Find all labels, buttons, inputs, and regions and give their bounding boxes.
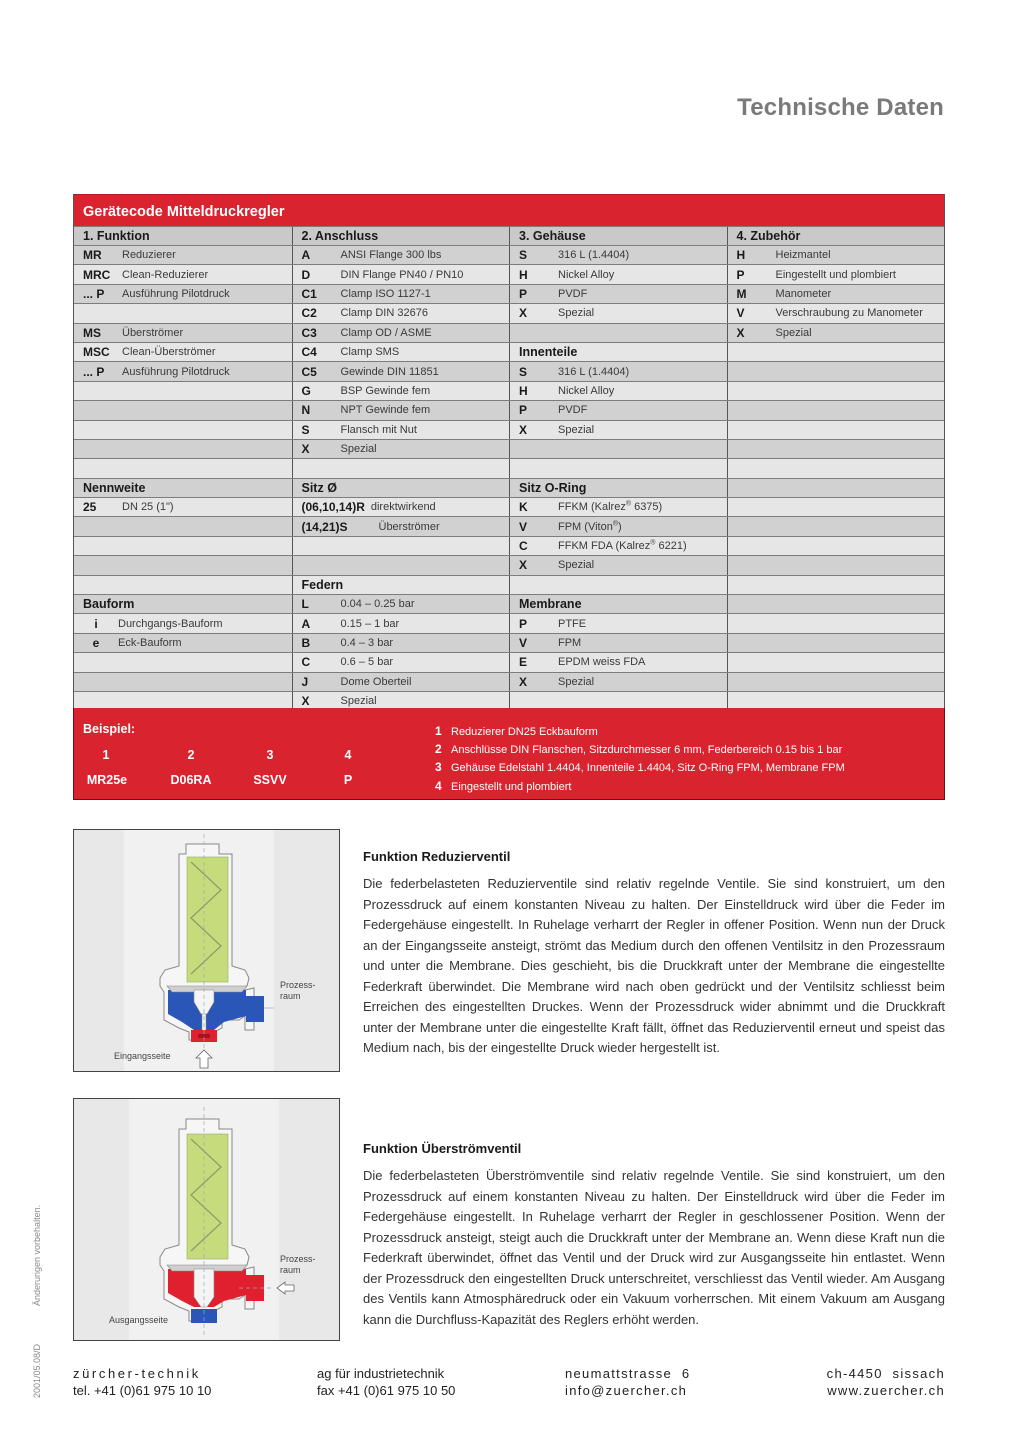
option-description: Clamp OD / ASME bbox=[340, 326, 432, 339]
group-heading: Sitz Ø bbox=[301, 480, 337, 495]
option-description: direktwirkend bbox=[370, 501, 436, 514]
option-description: Reduzierer bbox=[122, 249, 176, 262]
option-code: X bbox=[519, 422, 528, 437]
fax-number: fax +41 (0)61 975 10 50 bbox=[317, 1383, 456, 1398]
example-box bbox=[73, 708, 945, 800]
option-code: N bbox=[301, 403, 311, 418]
group-heading: Federn bbox=[301, 577, 344, 592]
table-cell bbox=[509, 362, 727, 380]
table-cell bbox=[727, 498, 945, 516]
table-cell bbox=[727, 324, 945, 342]
table-cell bbox=[727, 246, 945, 264]
footer-address bbox=[565, 1365, 690, 1399]
table-cell bbox=[74, 479, 292, 497]
process-chamber-label: Prozess- raum bbox=[280, 1254, 316, 1275]
section-reducer-function bbox=[363, 849, 945, 1059]
table-cell bbox=[292, 246, 510, 264]
option-code: P bbox=[519, 403, 528, 418]
table-row bbox=[74, 536, 944, 555]
option-code: 25 bbox=[83, 500, 97, 515]
section-title: Funktion Überströmventil bbox=[363, 1141, 522, 1156]
table-cell bbox=[509, 440, 727, 458]
table-cell bbox=[727, 653, 945, 671]
group-heading: Innenteile bbox=[519, 345, 578, 360]
example-position-number: 4 bbox=[344, 748, 352, 762]
table-cell bbox=[292, 382, 510, 400]
reducer-valve-diagram bbox=[73, 829, 340, 1072]
flow-arrow-icon bbox=[196, 1050, 212, 1068]
table-cell bbox=[727, 479, 945, 497]
option-code: S bbox=[519, 248, 528, 263]
option-code: D bbox=[301, 267, 311, 282]
table-cell bbox=[727, 459, 945, 477]
table-cell bbox=[509, 517, 727, 535]
option-code: G bbox=[301, 383, 311, 398]
table-row bbox=[74, 381, 944, 400]
option-code: M bbox=[736, 286, 747, 301]
table-row bbox=[74, 575, 944, 594]
option-code: A bbox=[301, 248, 311, 263]
option-description: Eingestellt und plombiert bbox=[775, 268, 896, 281]
table-cell bbox=[74, 614, 292, 632]
table-cell bbox=[74, 343, 292, 361]
table-cell bbox=[74, 498, 292, 516]
table-cell bbox=[727, 537, 945, 555]
option-description: Spezial bbox=[558, 423, 595, 436]
table-cell bbox=[74, 595, 292, 613]
table-cell bbox=[509, 285, 727, 303]
example-code: P bbox=[343, 773, 353, 787]
table-cell bbox=[74, 517, 292, 535]
table-cell bbox=[509, 343, 727, 361]
table-row bbox=[74, 555, 944, 574]
option-description: 0.04 – 0.25 bar bbox=[340, 598, 415, 611]
example-explanation: 1 Reduzierer DN25 Eckbauform bbox=[435, 724, 598, 738]
table-cell bbox=[74, 421, 292, 439]
option-description: Überströmer bbox=[378, 520, 440, 533]
section-body: Die federbelasteten Überströmventile sind relativ regelnde Ventile. Sie sind konstruiert, um den Prozessdruck auf einem konstanten Niveau zu halten. Der Einstelldruck wird über die Feder im Federgehäuse eingestellt. In Ruhelage verharrt der Regler in geschlossener Position. Wenn der Prozessdruck ansteigt, steigt auch die Druckkraft unter der Membrane an. Wenn diese Kraft nun die Federkraft überwindet, öffnet das Ventil und der Druck wird zur Ausgangsseite hin entlastet. Wenn der Prozessdruck den eingestellten Druck unterschreitet, verschliesst das Ventil wieder. Am Ausgang des Ventils kann Atmosphäredruck oder ein Vakuum vorherrschen. Mit einem Vakuum am Ausgang kann die Durchfluss-Kapazität des Reglers erhöht werden. bbox=[363, 1168, 945, 1327]
table-cell bbox=[727, 382, 945, 400]
table-cell bbox=[509, 556, 727, 574]
overflow-valve-illustration bbox=[74, 1099, 340, 1341]
table-header-row bbox=[74, 226, 944, 245]
table-cell bbox=[292, 343, 510, 361]
column-header-funktion: 1. Funktion bbox=[83, 229, 150, 243]
flow-arrow-icon bbox=[277, 1282, 294, 1294]
device-code-table bbox=[73, 194, 945, 711]
option-code: H bbox=[736, 248, 746, 263]
option-description: Spezial bbox=[558, 307, 595, 320]
table-cell bbox=[292, 285, 510, 303]
option-description: 316 L (1.4404) bbox=[558, 249, 630, 262]
table-cell bbox=[292, 673, 510, 691]
table-cell bbox=[74, 576, 292, 594]
option-description: Dome Oberteil bbox=[340, 675, 412, 688]
table-row bbox=[74, 284, 944, 303]
table-cell bbox=[74, 304, 292, 322]
table-cell bbox=[509, 595, 727, 613]
option-description: Manometer bbox=[775, 287, 832, 300]
disclaimer-note: Änderungen vorbehalten. bbox=[32, 1204, 42, 1306]
table-cell bbox=[292, 304, 510, 322]
option-code: J bbox=[301, 674, 309, 689]
city: ch-4450 sissach bbox=[826, 1366, 945, 1381]
example-position-number: 2 bbox=[187, 748, 195, 762]
option-code: S bbox=[301, 422, 310, 437]
table-cell bbox=[727, 614, 945, 632]
option-description: FFKM (Kalrez® 6375) bbox=[558, 500, 663, 514]
table-row bbox=[74, 594, 944, 613]
option-description: NPT Gewinde fem bbox=[340, 404, 431, 417]
table-cell bbox=[74, 653, 292, 671]
table-row bbox=[74, 361, 944, 380]
option-description: Flansch mit Nut bbox=[340, 423, 417, 436]
example-label: Beispiel: bbox=[83, 722, 136, 736]
option-description: Nickel Alloy bbox=[558, 384, 615, 397]
option-code: A bbox=[301, 616, 311, 631]
option-code: C4 bbox=[301, 345, 317, 360]
table-cell bbox=[292, 362, 510, 380]
table-cell bbox=[292, 576, 510, 594]
table-cell bbox=[74, 362, 292, 380]
option-description: Nickel Alloy bbox=[558, 268, 615, 281]
table-cell bbox=[727, 440, 945, 458]
option-description: FPM (Viton®) bbox=[558, 520, 622, 533]
table-cell bbox=[74, 382, 292, 400]
option-code: ... P bbox=[83, 364, 105, 379]
table-cell bbox=[727, 304, 945, 322]
outlet-side-label: Ausgangsseite bbox=[109, 1315, 169, 1325]
table-row bbox=[74, 458, 944, 477]
option-description: Clamp ISO 1127-1 bbox=[340, 287, 431, 300]
example-explanation: 4 Eingestellt und plombiert bbox=[435, 778, 572, 793]
option-code: P bbox=[519, 286, 528, 301]
table-cell bbox=[74, 537, 292, 555]
reducer-valve-illustration bbox=[74, 830, 340, 1072]
example-explanations bbox=[435, 723, 845, 796]
option-description: Ausführung Pilotdruck bbox=[122, 287, 230, 300]
option-description: Spezial bbox=[340, 443, 377, 456]
option-description: 0.4 – 3 bar bbox=[340, 637, 394, 649]
table-row bbox=[74, 497, 944, 516]
option-code: S bbox=[519, 364, 528, 379]
example-code: SSVV bbox=[253, 773, 287, 787]
option-code: ... P bbox=[83, 286, 105, 301]
option-code: E bbox=[519, 655, 528, 670]
option-description: 0.6 – 5 bar bbox=[340, 656, 394, 669]
option-code: C3 bbox=[301, 325, 317, 340]
table-cell bbox=[292, 498, 510, 516]
option-description: Überströmer bbox=[122, 326, 184, 339]
table-cell bbox=[509, 324, 727, 342]
option-description: BSP Gewinde fem bbox=[340, 384, 431, 397]
table-cell bbox=[74, 634, 292, 652]
option-code: i bbox=[94, 616, 98, 631]
table-row bbox=[74, 323, 944, 342]
footer-company-type bbox=[317, 1365, 455, 1399]
column-header-zubehoer: 4. Zubehör bbox=[727, 227, 945, 245]
group-heading: Sitz O-Ring bbox=[519, 480, 587, 495]
table-cell bbox=[509, 246, 727, 264]
option-code: (14,21)S bbox=[301, 519, 348, 534]
table-row bbox=[74, 516, 944, 535]
table-cell bbox=[727, 556, 945, 574]
option-code: C2 bbox=[301, 306, 317, 321]
table-row bbox=[74, 613, 944, 632]
table-row bbox=[74, 439, 944, 458]
table-cell bbox=[509, 537, 727, 555]
table-row bbox=[74, 652, 944, 671]
table-cell bbox=[509, 265, 727, 283]
option-code: (06,10,14)R bbox=[301, 500, 365, 515]
page-title: Technische Daten bbox=[737, 94, 944, 121]
option-description: Verschraubung zu Manometer bbox=[775, 307, 923, 320]
option-description: EPDM weiss FDA bbox=[558, 656, 646, 669]
option-description: Gewinde DIN 11851 bbox=[340, 365, 439, 378]
option-description: Ausführung Pilotdruck bbox=[122, 365, 230, 378]
option-code: C bbox=[301, 655, 311, 670]
option-code: H bbox=[519, 383, 528, 398]
option-code: MR bbox=[83, 248, 102, 263]
option-code: H bbox=[519, 267, 528, 282]
table-cell bbox=[74, 285, 292, 303]
process-chamber-label: Prozess- raum bbox=[280, 980, 316, 1001]
table-cell bbox=[74, 265, 292, 283]
option-code: V bbox=[519, 519, 528, 534]
option-code: L bbox=[301, 597, 309, 612]
table-cell bbox=[509, 576, 727, 594]
table-row bbox=[74, 303, 944, 322]
table-cell bbox=[509, 634, 727, 652]
option-description: Spezial bbox=[340, 695, 377, 708]
table-cell bbox=[292, 537, 510, 555]
option-description: ANSI Flange 300 lbs bbox=[340, 249, 442, 262]
table-body bbox=[74, 245, 944, 710]
option-description: Durchgangs-Bauform bbox=[118, 617, 223, 630]
example-code: D06RA bbox=[170, 773, 212, 787]
table-row bbox=[74, 264, 944, 283]
table-cell bbox=[727, 634, 945, 652]
option-code: P bbox=[736, 267, 745, 282]
option-code: P bbox=[519, 616, 528, 631]
option-code: X bbox=[519, 558, 528, 573]
table-cell bbox=[727, 401, 945, 419]
example-explanation: 3 Gehäuse Edelstahl 1.4404, Innenteile 1.4404, Sitz O-Ring FPM, Membrane FPM bbox=[435, 760, 845, 775]
option-description: FFKM FDA (Kalrez® 6221) bbox=[558, 539, 687, 553]
group-heading: Bauform bbox=[83, 597, 135, 612]
table-cell bbox=[727, 362, 945, 380]
company-name: zürcher-technik bbox=[73, 1366, 201, 1381]
option-description: 0.15 – 1 bar bbox=[340, 617, 400, 630]
option-code: X bbox=[301, 442, 310, 457]
option-code: K bbox=[519, 500, 528, 515]
table-cell bbox=[292, 324, 510, 342]
option-code: X bbox=[736, 325, 745, 340]
option-code: V bbox=[736, 306, 745, 321]
website-link[interactable]: www.zuercher.ch bbox=[827, 1383, 945, 1398]
option-description: Eck-Bauform bbox=[118, 637, 182, 649]
table-cell bbox=[292, 265, 510, 283]
company-type: ag für industrietechnik bbox=[317, 1366, 445, 1381]
overflow-valve-diagram bbox=[73, 1098, 340, 1341]
table-cell bbox=[292, 459, 510, 477]
option-code: C5 bbox=[301, 364, 317, 379]
section-overflow-function bbox=[363, 1141, 945, 1330]
column-header-anschluss: 2. Anschluss bbox=[292, 227, 510, 245]
table-cell bbox=[74, 401, 292, 419]
table-row bbox=[74, 672, 944, 691]
footer-company bbox=[73, 1365, 211, 1399]
option-code: X bbox=[301, 694, 310, 709]
option-code: C1 bbox=[301, 286, 317, 301]
table-row bbox=[74, 342, 944, 361]
example-position-number: 1 bbox=[102, 748, 110, 762]
street-address: neumattstrasse 6 bbox=[565, 1366, 691, 1381]
option-code: e bbox=[92, 636, 100, 650]
table-cell bbox=[74, 673, 292, 691]
table-row bbox=[74, 420, 944, 439]
option-description: Spezial bbox=[558, 559, 595, 572]
table-cell bbox=[74, 440, 292, 458]
option-description: PVDF bbox=[558, 404, 588, 417]
group-heading: Membrane bbox=[519, 597, 582, 612]
section-title: Funktion Reduzierventil bbox=[363, 849, 511, 864]
option-description: Spezial bbox=[775, 326, 812, 339]
option-description: Clean-Reduzierer bbox=[122, 268, 209, 281]
option-description: DN 25 (1") bbox=[122, 501, 174, 514]
section-body: Die federbelasteten Reduzierventile sind relativ regelnde Ventile. Sie sind konstruiert, um den Prozessdruck auf einem konstanten Niveau zu halten. Der Einstelldruck wird über die Feder im Federgehäuse eingestellt. In Ruhelage verharrt der Regler in offener Position. Wenn nun der Druck an der Eingangsseite ansteigt, strömt das Medium durch den offenen Ventilsitz in den Prozessraum und unter die Membrane. Dies geschieht, bis die Druckkraft unter der Membrane die eingestellte Federkraft überwindet. Die Membrane wird nach oben gedrückt und der Ventilsitz schliesst beim Erreichen des eingestellten Druckes. Wenn der Prozessdruck wider abnimmt und die Druckkraft unter der Membrane unter die eingestellte Kraft fällt, öffnet das Reduzierventil erneut und speist das Medium nach, bis der eingestellte Druck wieder hergestellt ist. bbox=[363, 876, 945, 1055]
table-cell bbox=[727, 421, 945, 439]
footer-location bbox=[827, 1365, 945, 1399]
table-cell bbox=[509, 382, 727, 400]
table-cell bbox=[292, 653, 510, 671]
table-cell bbox=[74, 459, 292, 477]
option-code: X bbox=[519, 674, 528, 689]
table-cell bbox=[727, 265, 945, 283]
table-cell bbox=[292, 595, 510, 613]
option-description: Clamp DIN 32676 bbox=[340, 307, 428, 320]
table-row bbox=[74, 245, 944, 264]
option-description: DIN Flange PN40 / PN10 bbox=[340, 268, 464, 281]
table-cell bbox=[509, 653, 727, 671]
example-position-number: 3 bbox=[266, 748, 274, 762]
table-cell bbox=[509, 673, 727, 691]
option-description: Heizmantel bbox=[775, 249, 831, 262]
table-row bbox=[74, 400, 944, 419]
table-cell bbox=[509, 304, 727, 322]
table-cell bbox=[292, 556, 510, 574]
table-cell bbox=[74, 324, 292, 342]
table-cell bbox=[509, 614, 727, 632]
option-code: B bbox=[301, 636, 311, 650]
table-cell bbox=[727, 673, 945, 691]
table-cell bbox=[292, 479, 510, 497]
table-cell bbox=[509, 498, 727, 516]
column-header-gehaeuse: 3. Gehäuse bbox=[509, 227, 727, 245]
table-row bbox=[74, 478, 944, 497]
example-code: MR25e bbox=[86, 773, 128, 787]
table-cell bbox=[509, 421, 727, 439]
table-cell bbox=[727, 343, 945, 361]
document-code: 2001/05.08/D bbox=[32, 1343, 42, 1398]
option-description: Spezial bbox=[558, 675, 595, 688]
table-cell bbox=[292, 440, 510, 458]
option-description: PVDF bbox=[558, 287, 588, 300]
table-cell bbox=[292, 517, 510, 535]
example-explanation: 2 Anschlüsse DIN Flanschen, Sitzdurchmesser 6 mm, Federbereich 0.15 bis 1 bar bbox=[435, 742, 843, 757]
email-link[interactable]: info@zuercher.ch bbox=[565, 1383, 688, 1398]
phone-number: tel. +41 (0)61 975 10 10 bbox=[73, 1383, 212, 1398]
table-cell bbox=[292, 634, 510, 652]
table-row bbox=[74, 633, 944, 652]
option-description: PTFE bbox=[558, 617, 587, 630]
option-code: MRC bbox=[83, 267, 111, 282]
option-code: MS bbox=[83, 325, 101, 340]
table-cell bbox=[509, 479, 727, 497]
table-cell bbox=[509, 401, 727, 419]
table-cell bbox=[727, 517, 945, 535]
group-heading: Nennweite bbox=[83, 480, 146, 495]
option-code: C bbox=[519, 539, 528, 554]
table-cell bbox=[74, 246, 292, 264]
table-cell bbox=[292, 614, 510, 632]
table-cell bbox=[509, 459, 727, 477]
device-code-table-title: Gerätecode Mitteldruckregler bbox=[74, 194, 944, 226]
table-cell bbox=[292, 401, 510, 419]
table-cell bbox=[727, 285, 945, 303]
option-description: 316 L (1.4404) bbox=[558, 365, 630, 378]
option-description: Clamp SMS bbox=[340, 346, 400, 359]
option-code: X bbox=[519, 306, 528, 321]
table-cell bbox=[74, 556, 292, 574]
option-code: V bbox=[519, 636, 528, 650]
option-code: MSC bbox=[83, 345, 110, 360]
option-description: Clean-Überströmer bbox=[122, 346, 216, 359]
option-description: FPM bbox=[558, 637, 582, 649]
table-cell bbox=[292, 421, 510, 439]
table-cell bbox=[727, 576, 945, 594]
table-cell bbox=[727, 595, 945, 613]
inlet-side-label: Eingangsseite bbox=[114, 1051, 171, 1061]
